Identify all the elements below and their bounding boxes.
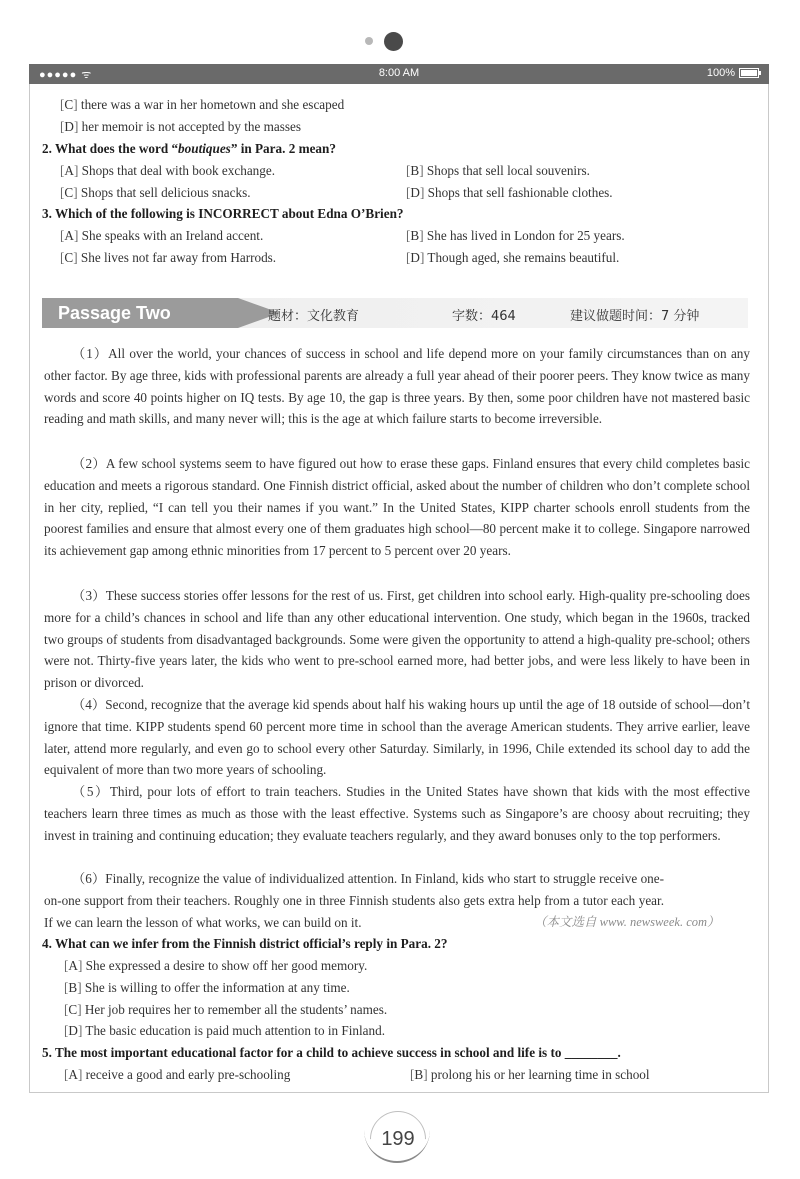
battery-indicator — [707, 67, 759, 79]
option-1c: [C] there was a war in her hometown and she escaped — [60, 97, 345, 112]
signal-icon: ●●●●● ᯤ — [39, 69, 93, 81]
option-3d: [D] Though aged, she remains beautiful. — [406, 250, 620, 265]
passage-word-count: 字数：464 — [452, 309, 516, 324]
option-2d: [D] Shops that sell fashionable clothes. — [406, 185, 613, 200]
passage-title: Passage Two — [42, 298, 238, 328]
battery-percent: 100% — [706, 67, 735, 79]
question-4: 4. What can we infer from the Finnish district official’s reply in Para. 2? — [42, 936, 448, 951]
paragraph-3: （3）These success stories offer lessons for the rest of us. First, get children into school early. High-quality pre-schooling does more for a child’s chances in school and life than any other educational intervention. One study, which began in the 1960s, tracked two groups of students from disadvantaged backgrounds. Some were given the opportunity to attend a high-quality pre-school; others were not. Thirty-five years later, the kids who went to pre-school earned more, had better jobs, and were less likely to have been in prison or divorced. — [44, 588, 750, 691]
question-2: 2. What does the word “boutiques” in Para. 2 mean? — [42, 141, 336, 156]
passage-suggested-time: 建议做题时间：7 分钟 — [570, 309, 700, 324]
option-5a: [A] receive a good and early pre-schooling — [64, 1067, 291, 1082]
option-3a: [A] She speaks with an Ireland accent. — [60, 228, 264, 243]
option-2a: [A] Shops that deal with book exchange. — [60, 163, 276, 178]
source-note: （本文选自 www. newsweek. com） — [534, 915, 720, 929]
page-number — [370, 1111, 426, 1167]
paragraph-1: （1）All over the world, your chances of success in school and life depend more on your family circumstances than on any other factor. By age three, kids with professional parents are already a full year ahead of their poorer peers. They know twice as many words and score 40 points higher on IQ tests. By age 10, the gap is three years. By then, some poor children have not mastered basic reading and math skills, and many never will; this is the age at which failure starts to become irreversible. — [44, 346, 750, 427]
paragraph-2: （2）A few school systems seem to have figured out how to erase these gaps. Finland ensures that every child completes basic education and meets a rigorous standard. One Finnish district official, asked about the number of children who don’t complete school in her city, replied, “I can tell you their names if you want.” In the United States, KIPP charter schools enroll students from the poorest families and ensure that almost every one of them graduates high school—80 percent make it to college. Singapore narrowed its achievement gap among ethnic minorities from 17 percent to 5 percent over 20 years. — [44, 456, 750, 559]
camera-dots — [0, 32, 800, 50]
paragraph-4: （4）Second, recognize that the average kid spends about half his waking hours up until the age of 18 outside of school—don’t ignore that time. KIPP students spend 60 percent more time in school than the average American students. They arrive earlier, leave later, attend more regularly, and even go to school every other Saturday. Similarly, in 1996, Chile extended its school day to add the equivalent of more than two more years of schooling. — [44, 697, 750, 778]
question-5: 5. The most important educational factor for a child to achieve success in school and life is to ________. — [42, 1045, 621, 1060]
page-number-swoosh — [364, 1121, 430, 1163]
option-1d: [D] her memoir is not accepted by the masses — [60, 119, 301, 134]
option-4a: [A] She expressed a desire to show off her good memory. — [64, 958, 368, 973]
option-4c: [C] Her job requires her to remember all the students’ names. — [64, 1002, 388, 1017]
option-4d: [D] The basic education is paid much attention to in Finland. — [64, 1023, 385, 1038]
camera-dot — [384, 32, 403, 51]
option-3c: [C] She lives not far away from Harrods. — [60, 250, 277, 265]
option-5b: [B] prolong his or her learning time in school — [410, 1067, 650, 1082]
option-2b: [B] Shops that sell local souvenirs. — [406, 163, 590, 178]
paragraph-6: （6）Finally, recognize the value of individualized attention. In Finland, kids who start to struggle receive one-on-one support from their teachers. Roughly one in three Finnish students also gets extra help from a tutor each year. If we can learn the lesson of what works, we can build on it. — [44, 871, 664, 930]
passage-topic: 题材：文化教育 — [268, 309, 360, 324]
battery-icon — [739, 68, 759, 78]
option-3b: [B] She has lived in London for 25 years. — [406, 228, 625, 243]
option-4b: [B] She is willing to offer the information at any time. — [64, 980, 350, 995]
paragraph-5: （5）Third, pour lots of effort to train teachers. Studies in the United States have shown that kids with the most effective teachers learn three times as much as those with the least effective. Systems such as Singapore’s are choosy about recruiting; they invest in training and continuing education; they evaluate teachers regularly, and they award bonuses only to the top performers. — [44, 784, 750, 843]
status-bar — [29, 64, 769, 84]
option-2c: [C] Shops that sell delicious snacks. — [60, 185, 251, 200]
status-time: 8:00 AM — [378, 67, 420, 79]
page-number-text: 199 — [381, 1128, 415, 1150]
sensor-dot — [365, 37, 373, 45]
question-3: 3. Which of the following is INCORRECT about Edna O’Brien? — [42, 206, 404, 221]
passage-banner — [42, 298, 748, 328]
